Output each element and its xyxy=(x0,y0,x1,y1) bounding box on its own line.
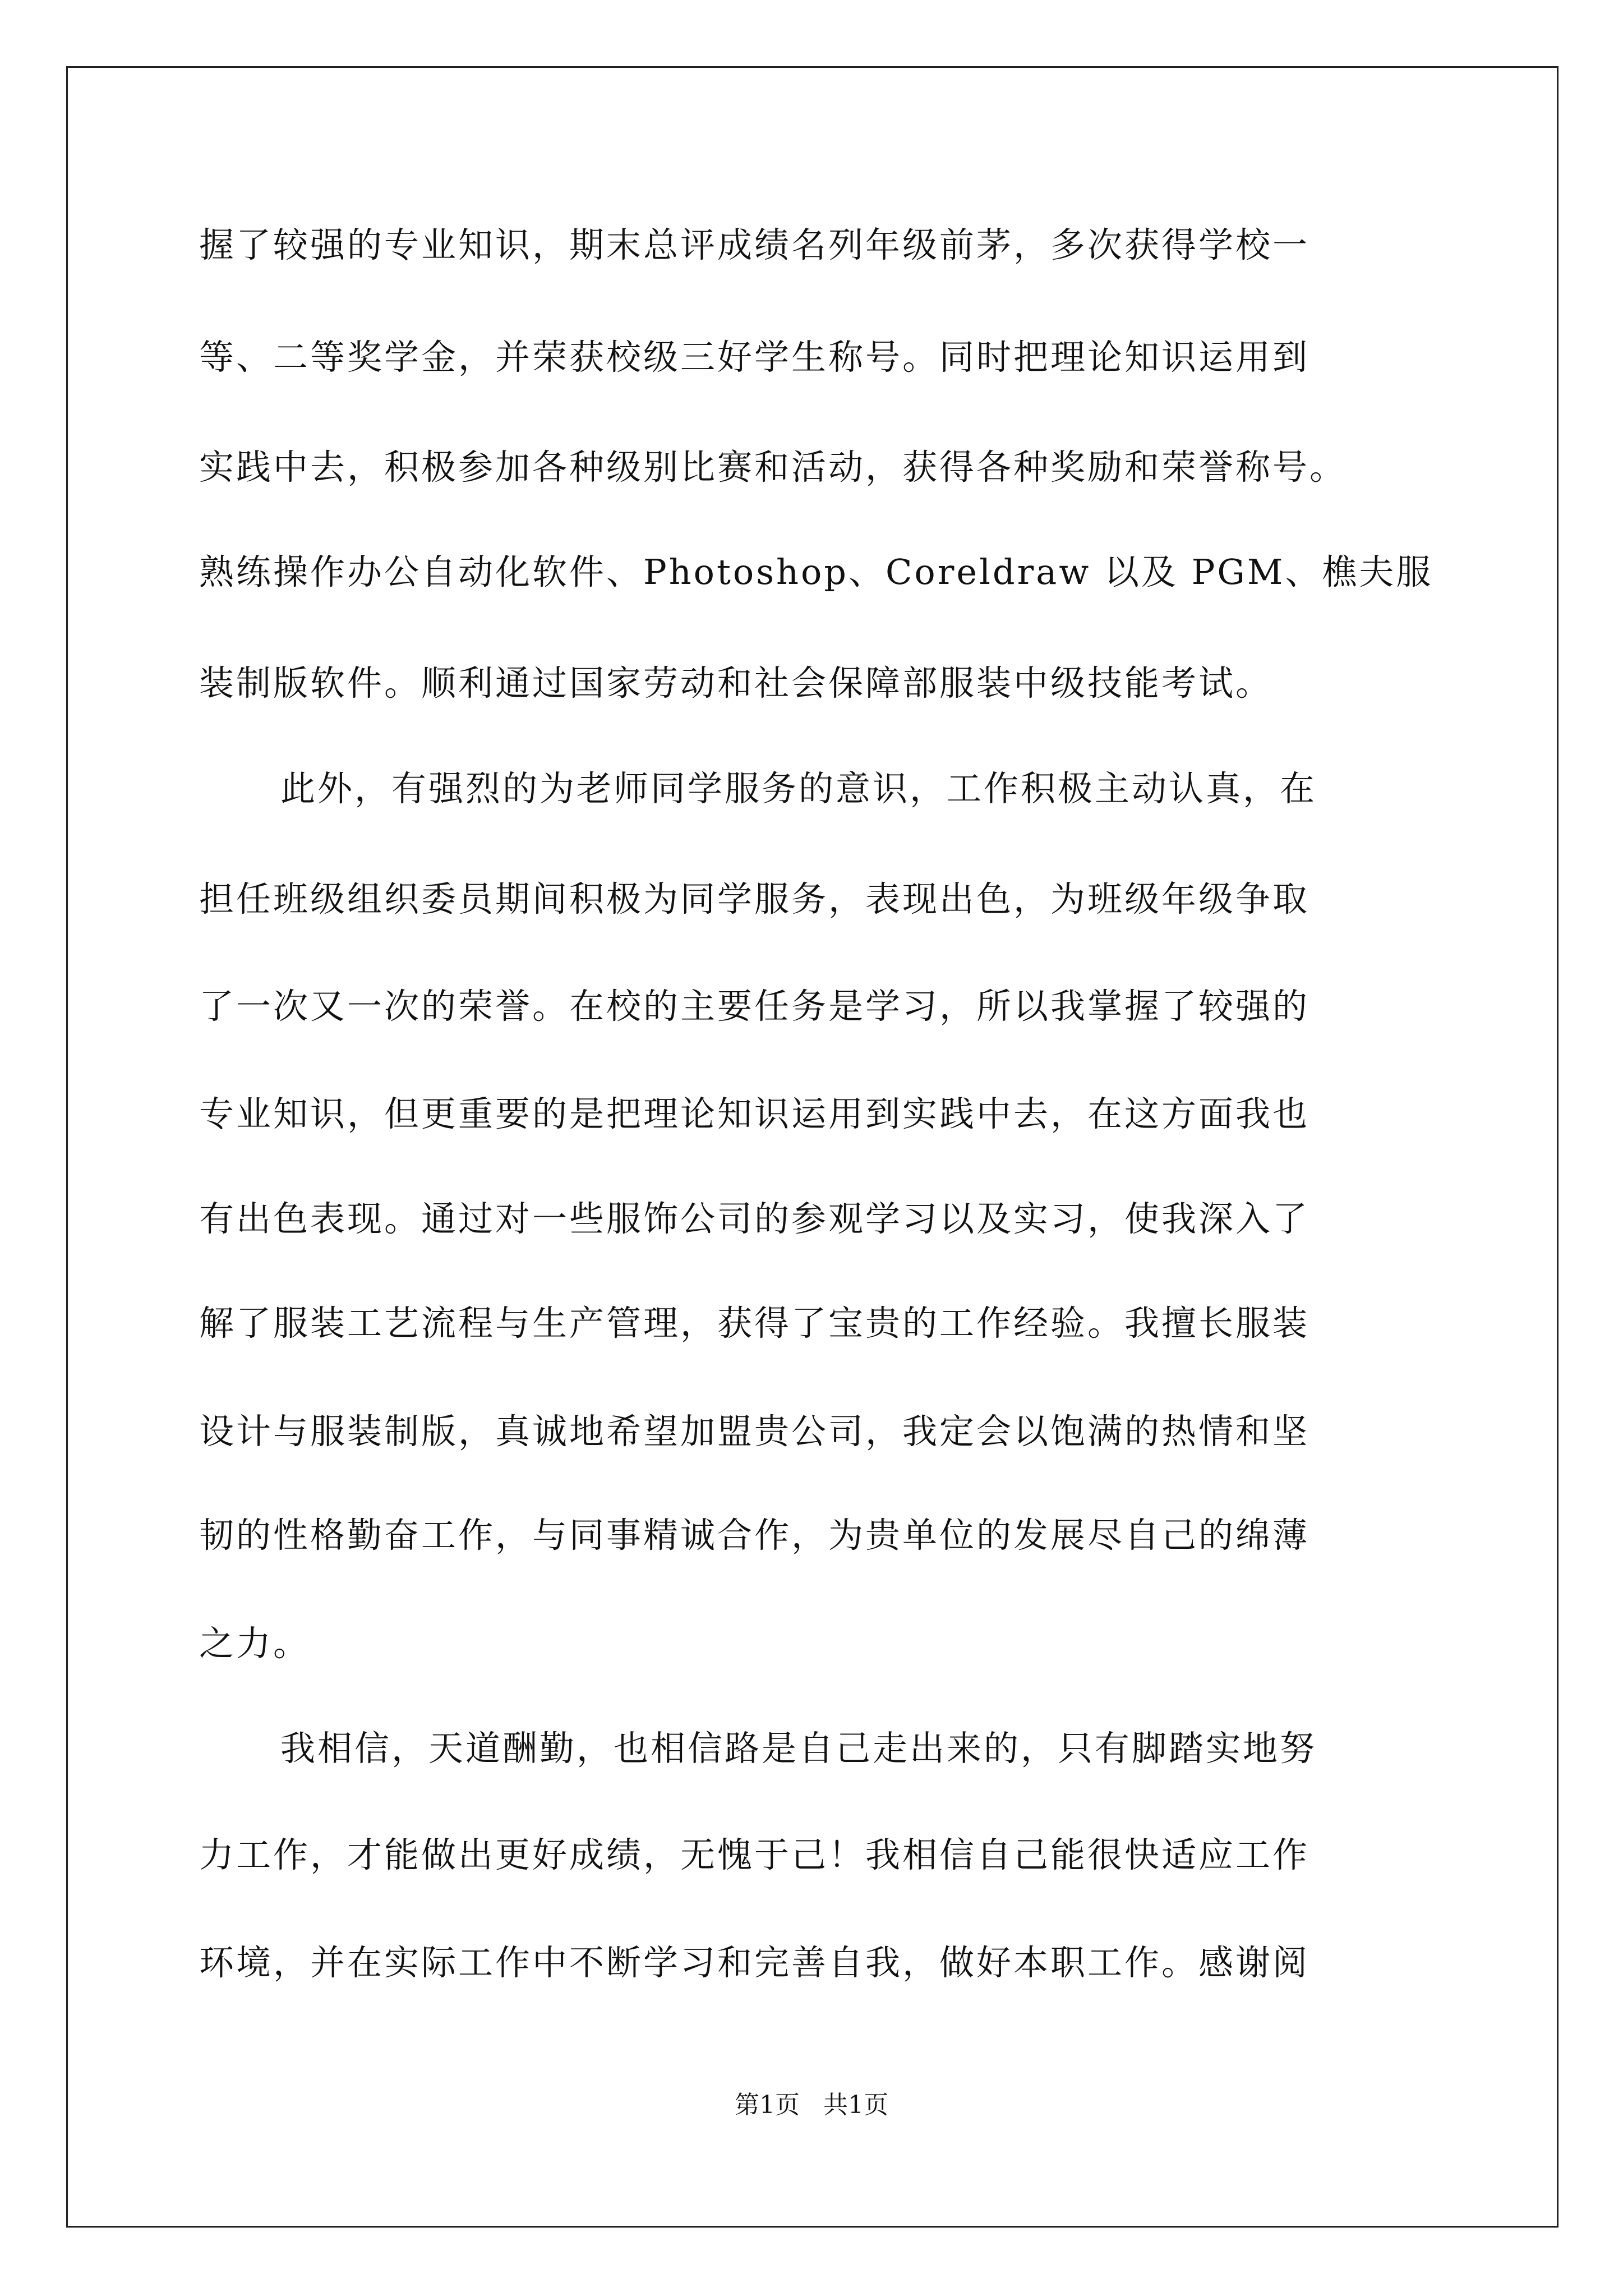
text-line: 专业知识，但更重要的是把理论知识运用到实践中去，在这方面我也 xyxy=(199,1093,1310,1134)
text-line: 了一次又一次的荣誉。在校的主要任务是学习，所以我掌握了较强的 xyxy=(199,986,1310,1027)
page-number-footer: 第1页 共1页 xyxy=(735,2091,888,2119)
text-line: 设计与服装制版，真诚地希望加盟贵公司，我定会以饱满的热情和坚 xyxy=(199,1411,1310,1452)
text-line: 韧的性格勤奋工作，与同事精诚合作，为贵单位的发展尽自己的绵薄 xyxy=(199,1515,1310,1556)
text-line: 此外，有强烈的为老师同学服务的意识，工作积极主动认真，在 xyxy=(280,768,1317,809)
text-line: 之力。 xyxy=(199,1623,311,1664)
text-line: 我相信，天道酬勤，也相信路是自己走出来的，只有脚踏实地努 xyxy=(280,1728,1317,1769)
text-line: 力工作，才能做出更好成绩，无愧于己！我相信自己能很快适应工作 xyxy=(199,1834,1310,1875)
page-border xyxy=(66,66,1559,2228)
text-line: 担任班级组织委员期间积极为同学服务，表现出色，为班级年级争取 xyxy=(199,878,1310,919)
text-line: 等、二等奖学金，并荣获校级三好学生称号。同时把理论知识运用到 xyxy=(199,337,1310,378)
text-line: 有出色表现。通过对一些服饰公司的参观学习以及实习，使我深入了 xyxy=(199,1198,1310,1239)
text-line: 环境，并在实际工作中不断学习和完善自我，做好本职工作。感谢阅 xyxy=(199,1942,1310,1983)
text-line: 实践中去，积极参加各种级别比赛和活动，获得各种奖励和荣誉称号。 xyxy=(199,447,1347,487)
text-line: 装制版软件。顺利通过国家劳动和社会保障部服装中级技能考试。 xyxy=(199,662,1273,703)
text-line: 熟练操作办公自动化软件、Photoshop、Coreldraw 以及 PGM、樵夫服 xyxy=(199,551,1433,592)
text-line: 握了较强的专业知识，期末总评成绩名列年级前茅，多次获得学校一 xyxy=(199,224,1310,265)
text-line: 解了服装工艺流程与生产管理，获得了宝贵的工作经验。我擅长服装 xyxy=(199,1303,1310,1343)
